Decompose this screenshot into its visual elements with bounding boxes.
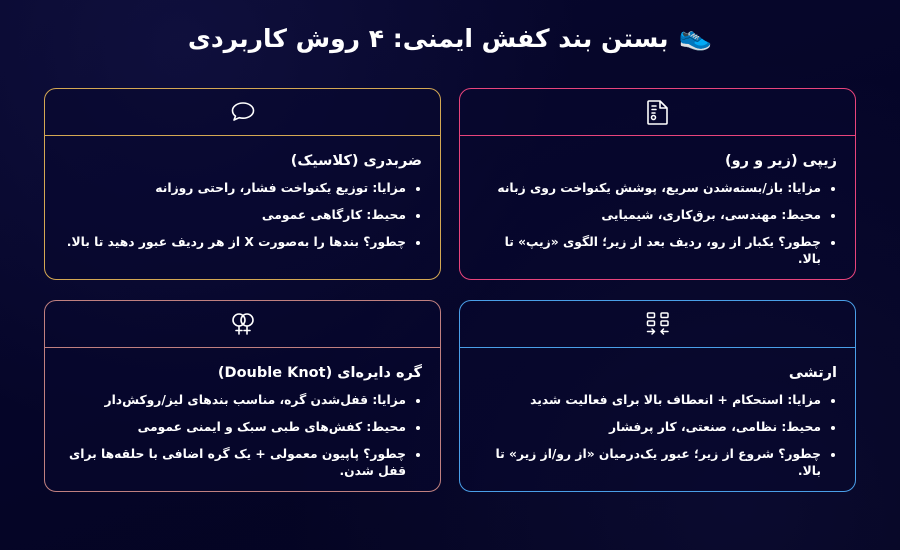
card-cross[interactable]	[44, 88, 441, 280]
card-cross-title: ضربدری (کلاسیک)	[290, 153, 422, 169]
card-double-knot[interactable]	[44, 300, 441, 492]
card-zip-list	[478, 180, 837, 269]
card-cross-list	[63, 180, 422, 251]
card-zip[interactable]	[459, 88, 856, 280]
list-item: مزایا: توزیع یکنواخت فشار، راحتی روزانه	[63, 180, 422, 198]
cards-grid	[44, 88, 856, 492]
card-cross-header	[45, 89, 440, 136]
list-item: مزایا: باز/بسته‌شدن سریع، پوشش یکنواخت روی زبانه	[478, 180, 837, 198]
list-item: محیط: کفش‌های طبی سبک و ایمنی عمومی	[63, 419, 422, 437]
card-army-header	[460, 301, 855, 348]
list-item: چطور؟ شروع از زیر؛ عبور یک‌درمیان «از رو/از زیر» تا بالا.	[478, 446, 837, 482]
speech-bubble-icon	[230, 100, 256, 124]
card-cross-body	[45, 136, 440, 279]
card-double-knot-list	[63, 392, 422, 481]
list-item: چطور؟ پاپیون معمولی + یک گره اضافی با حلقه‌ها برای قفل شدن.	[63, 446, 422, 482]
double-circle-icon	[229, 311, 257, 337]
card-double-knot-title: گره دایره‌ای (Double Knot)	[217, 365, 422, 381]
running-shoe-icon: 👟	[678, 20, 713, 52]
card-army-title: ارتشی	[788, 365, 837, 381]
page-title-text: بستن بند کفش ایمنی: ۴ روش کاربردی	[187, 23, 669, 53]
document-text-icon	[647, 99, 669, 125]
list-item: مزایا: استحکام + انعطاف بالا برای فعالیت شدید	[478, 392, 837, 410]
list-item: محیط: نظامی، صنعتی، کار پرفشار	[478, 419, 837, 437]
card-zip-title: زیپی (زیر و رو)	[725, 153, 837, 169]
list-item: چطور؟ بندها را به‌صورت X از هر ردیف عبور دهید تا بالا.	[63, 234, 422, 252]
list-item: مزایا: قفل‌شدن گره، مناسب بندهای لیز/روکش‌دار	[63, 392, 422, 410]
card-double-knot-header	[45, 301, 440, 348]
card-army[interactable]	[459, 300, 856, 492]
card-zip-body	[460, 136, 855, 279]
page-title	[0, 12, 900, 64]
list-item: محیط: مهندسی، برق‌کاری، شیمیایی	[478, 207, 837, 225]
card-army-list	[478, 392, 837, 481]
card-double-knot-body	[45, 348, 440, 491]
card-army-body	[460, 348, 855, 491]
list-item: چطور؟ یکبار از رو، ردیف بعد از زیر؛ الگوی «زیپ» تا بالا.	[478, 234, 837, 270]
flow-merge-icon	[645, 311, 671, 337]
card-zip-header	[460, 89, 855, 136]
list-item: محیط: کارگاهی عمومی	[63, 207, 422, 225]
